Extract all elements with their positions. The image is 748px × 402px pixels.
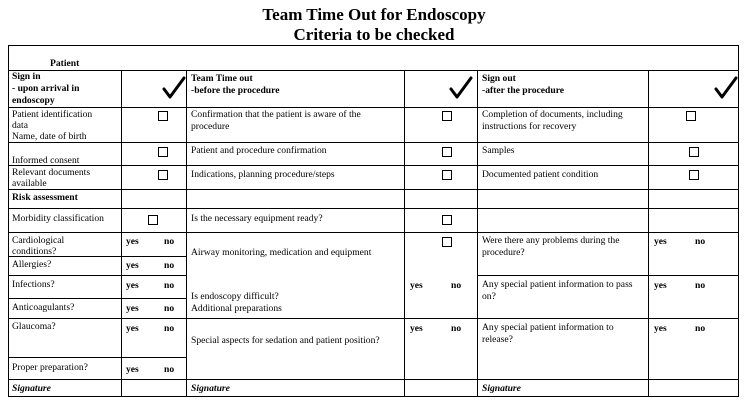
cardiological-conditions-label-line2: conditions? bbox=[12, 246, 57, 257]
checkmark-icon bbox=[161, 76, 187, 100]
infections-label: Infections? bbox=[12, 279, 55, 290]
relevant-documents-checkbox[interactable] bbox=[158, 170, 168, 180]
special-info-pass-on-label: Any special patient information to pass bbox=[482, 279, 633, 290]
patient-aware-checkbox[interactable] bbox=[442, 111, 452, 121]
sedation-yes[interactable]: yes bbox=[410, 323, 423, 334]
procedure-confirmation-checkbox[interactable] bbox=[442, 147, 452, 157]
airway-monitoring-checkbox[interactable] bbox=[442, 237, 452, 247]
patient-identification-label-line3: Name, date of birth bbox=[12, 131, 87, 142]
informed-consent-label: Informed consent bbox=[12, 155, 80, 166]
column-divider bbox=[186, 70, 187, 397]
completion-documents-label: Completion of documents, including bbox=[482, 109, 623, 120]
time-out-heading: Team Time out bbox=[191, 73, 253, 84]
completion-documents-label-line2: instructions for recovery bbox=[482, 121, 577, 132]
time-out-signature: Signature bbox=[191, 383, 230, 394]
patient-label: Patient bbox=[50, 58, 80, 69]
row-line bbox=[8, 107, 739, 108]
relevant-documents-label: Relevant documents bbox=[12, 167, 91, 178]
row-line bbox=[8, 357, 186, 358]
row-line bbox=[8, 189, 739, 190]
samples-label: Samples bbox=[482, 145, 515, 156]
allergies-yes[interactable]: yes bbox=[126, 260, 139, 271]
equipment-ready-label: Is the necessary equipment ready? bbox=[191, 213, 323, 224]
cardiological-conditions-label: Cardiological bbox=[12, 235, 65, 246]
checkmark-icon bbox=[713, 76, 739, 100]
endoscopy-difficult-label: Is endoscopy difficult? bbox=[191, 291, 279, 302]
procedure-confirmation-label: Patient and procedure confirmation bbox=[191, 145, 327, 156]
samples-checkbox[interactable] bbox=[689, 147, 699, 157]
sign-in-heading-line3: endoscopy bbox=[12, 95, 55, 106]
patient-identification-label-line2: data bbox=[12, 120, 28, 131]
special-info-pass-on-label-line2: on? bbox=[482, 291, 496, 302]
row-line bbox=[8, 165, 739, 166]
problems-label-line2: procedure? bbox=[482, 247, 525, 258]
difficult-no[interactable]: no bbox=[451, 280, 462, 291]
cardiological-no[interactable]: no bbox=[164, 236, 175, 247]
page-subtitle: Criteria to be checked bbox=[293, 25, 455, 44]
equipment-ready-checkbox[interactable] bbox=[442, 215, 452, 225]
column-divider bbox=[121, 70, 122, 397]
infections-yes[interactable]: yes bbox=[126, 280, 139, 291]
relevant-documents-label-line2: available bbox=[12, 178, 47, 189]
cardiological-yes[interactable]: yes bbox=[126, 236, 139, 247]
anticoagulants-no[interactable]: no bbox=[164, 303, 175, 314]
glaucoma-no[interactable]: no bbox=[164, 323, 175, 334]
row-line bbox=[477, 275, 739, 276]
column-divider bbox=[404, 70, 405, 397]
endoscopy-difficult-label-line2: Additional preparations bbox=[191, 303, 282, 314]
column-divider bbox=[648, 70, 649, 397]
patient-aware-label-line2: procedure bbox=[191, 121, 230, 132]
patient-row-line bbox=[8, 70, 739, 71]
morbidity-classification-label: Morbidity classification bbox=[12, 213, 104, 224]
patient-identification-label: Patient identification bbox=[12, 109, 93, 120]
informed-consent-checkbox[interactable] bbox=[158, 147, 168, 157]
documented-condition-label: Documented patient condition bbox=[482, 169, 599, 180]
problems-no[interactable]: no bbox=[695, 236, 706, 247]
sign-in-heading: Sign in bbox=[12, 71, 41, 82]
indications-label: Indications, planning procedure/steps bbox=[191, 169, 335, 180]
sign-out-heading: Sign out bbox=[482, 73, 516, 84]
row-line bbox=[8, 379, 739, 380]
glaucoma-yes[interactable]: yes bbox=[126, 323, 139, 334]
special-info-yes[interactable]: yes bbox=[654, 280, 667, 291]
sign-out-signature: Signature bbox=[482, 383, 521, 394]
preparation-no[interactable]: no bbox=[164, 364, 175, 375]
problems-label: Were there any problems during the bbox=[482, 235, 620, 246]
problems-yes[interactable]: yes bbox=[654, 236, 667, 247]
special-info-release-label: Any special patient information to bbox=[482, 322, 614, 333]
airway-monitoring-label: Airway monitoring, medication and equipment bbox=[191, 247, 372, 258]
proper-preparation-label: Proper preparation? bbox=[12, 362, 88, 373]
row-line bbox=[8, 208, 739, 209]
completion-documents-checkbox[interactable] bbox=[686, 111, 696, 121]
allergies-label: Allergies? bbox=[12, 259, 52, 270]
row-line bbox=[8, 142, 739, 143]
documented-condition-checkbox[interactable] bbox=[689, 170, 699, 180]
indications-checkbox[interactable] bbox=[442, 170, 452, 180]
preparation-yes[interactable]: yes bbox=[126, 364, 139, 375]
infections-no[interactable]: no bbox=[164, 280, 175, 291]
column-divider bbox=[477, 70, 478, 397]
page-title: Team Time Out for Endoscopy bbox=[262, 5, 486, 24]
sedation-no[interactable]: no bbox=[451, 323, 462, 334]
time-out-heading-line2: -before the procedure bbox=[191, 85, 280, 96]
row-line bbox=[8, 318, 739, 319]
special-info-no[interactable]: no bbox=[695, 280, 706, 291]
difficult-yes[interactable]: yes bbox=[410, 280, 423, 291]
sign-in-heading-line2: - upon arrival in bbox=[12, 83, 80, 94]
allergies-no[interactable]: no bbox=[164, 260, 175, 271]
patient-identification-checkbox[interactable] bbox=[158, 111, 168, 121]
patient-aware-label: Confirmation that the patient is aware of the bbox=[191, 109, 361, 120]
sedation-position-label: Special aspects for sedation and patient position? bbox=[191, 335, 380, 346]
release-yes[interactable]: yes bbox=[654, 323, 667, 334]
risk-assessment-heading: Risk assessment bbox=[12, 192, 78, 203]
row-line bbox=[8, 275, 186, 276]
anticoagulants-yes[interactable]: yes bbox=[126, 303, 139, 314]
release-no[interactable]: no bbox=[695, 323, 706, 334]
special-info-release-label-line2: release? bbox=[482, 334, 513, 345]
glaucoma-label: Glaucoma? bbox=[12, 321, 56, 332]
checkmark-icon bbox=[448, 76, 474, 100]
morbidity-classification-checkbox[interactable] bbox=[148, 215, 158, 225]
row-line bbox=[8, 298, 186, 299]
anticoagulants-label: Anticoagulants? bbox=[12, 302, 75, 313]
sign-out-heading-line2: -after the procedure bbox=[482, 85, 565, 96]
row-line bbox=[8, 232, 739, 233]
sign-in-signature: Signature bbox=[12, 383, 51, 394]
